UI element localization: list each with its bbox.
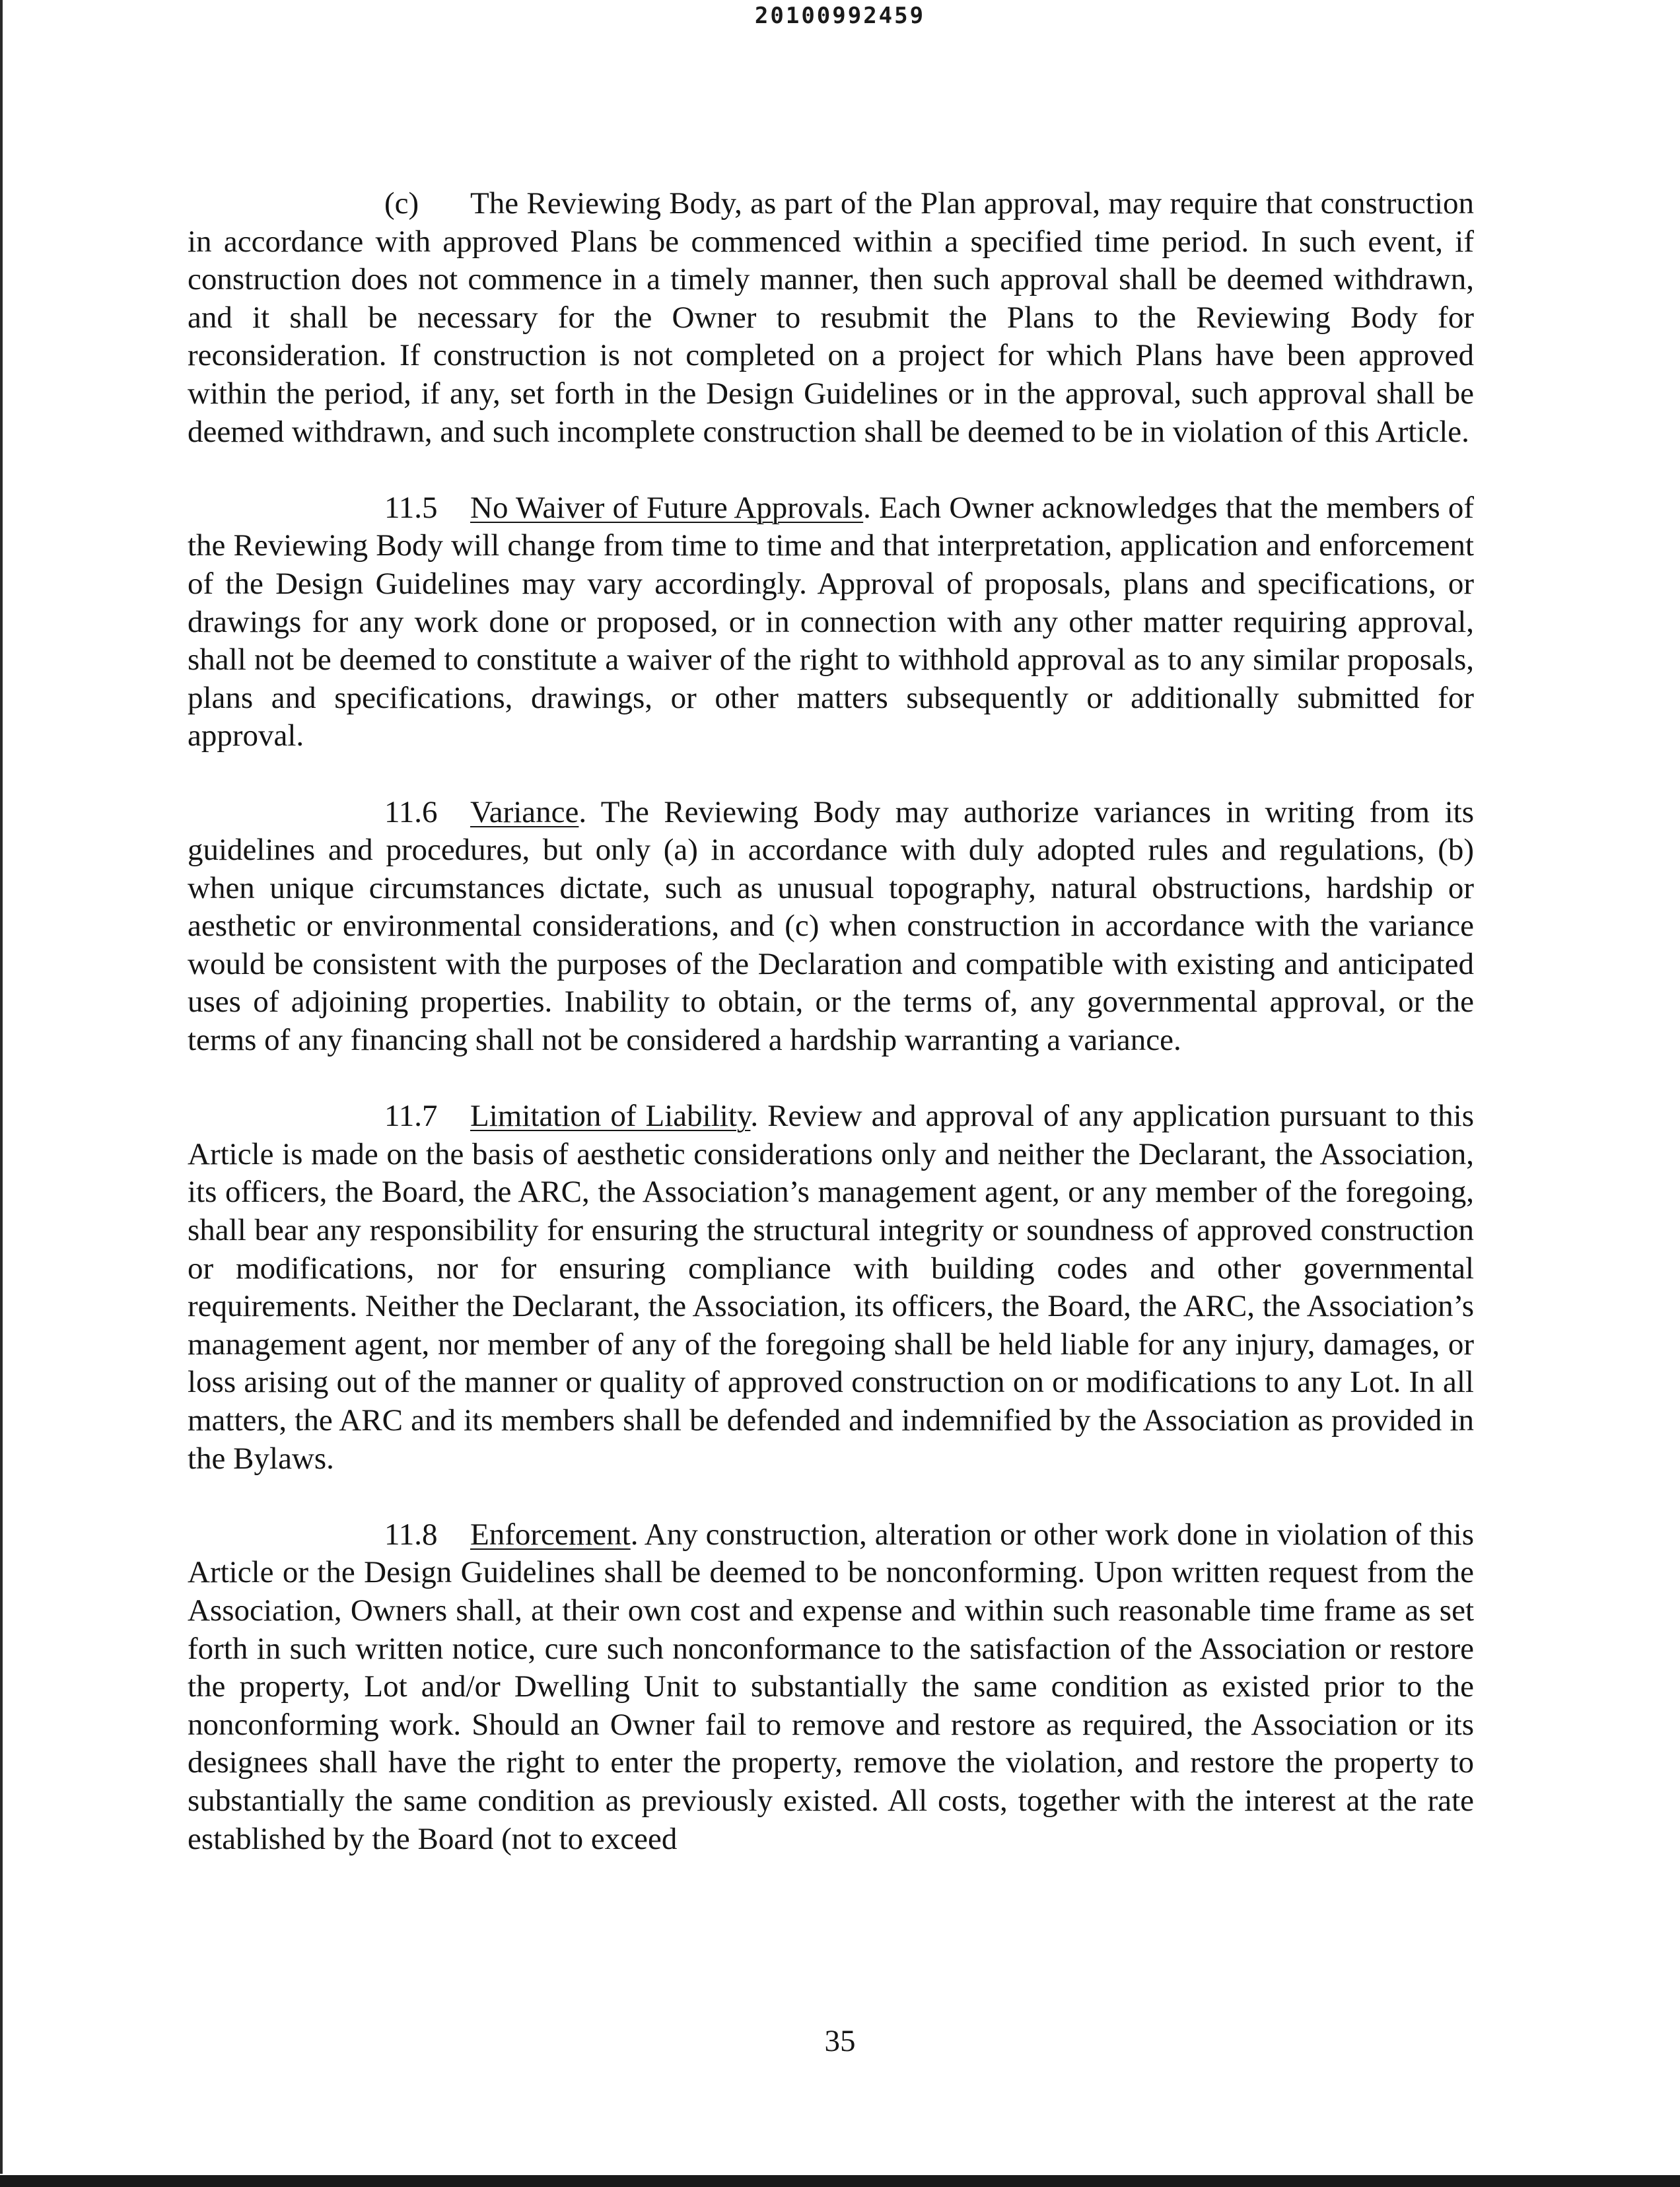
section-11-7-title: Limitation of Liability [470,1099,751,1134]
paragraph-c-text: The Reviewing Body, as part of the Plan approval, may require that construction in accordance with approved Plans be commenced within a specified time period. In such event, if construction does not commence in a timely manner, then such approval shall be deemed withdrawn, and it shall be necessary for the Owner to resubmit the Plans to the Reviewing Body for reconsideration. If construction is not completed on a project for which Plans have been approved within the period, if any, set forth in the Design Guidelines or in the approval, such approval shall be deemed withdrawn, and such incomplete construction shall be deemed to be in violation of this Article. [188,186,1474,449]
scan-edge-left [0,0,3,2174]
scan-edge-bottom [0,2175,1680,2187]
section-11-8-text: . Any construction, alteration or other work done in violation of this Article or the Design Guidelines shall be deemed to be nonconforming. Upon written request from the Association, Owners shall, at their own cost and expense and within such reasonable time frame as set forth in such written notice, cure such nonconformance to the satisfaction of the Association or restore the property, Lot and/or Dwelling Unit to substantially the same condition as existed prior to the nonconforming work. Should an Owner fail to remove and restore as required, the Association or its designees shall have the right to enter the property, remove the violation, and restore the property to substantially the same condition as previously existed. All costs, together with the interest at the rate established by the Board (not to exceed [188,1517,1474,1856]
section-11-7-number: 11.7 [384,1099,438,1134]
section-11-8 [188,1516,1474,1858]
document-number: 20100992459 [754,3,926,29]
section-11-7 [188,1097,1474,1478]
section-11-5-number: 11.5 [384,490,438,525]
page-number: 35 [824,2024,856,2058]
section-11-6-title: Variance [470,794,579,829]
section-11-7-text: . Review and approval of any application pursuant to this Article is made on the basis of aesthetic considerations only and neither the Declarant, the Association, its officers, the Board, the ARC, the Association’s management agent, or any member of the foregoing, shall bear any responsibility for ensuring the structural integrity or soundness of approved construction or modifications, nor for ensuring compliance with building codes and other governmental requirements. Neither the Declarant, the Association, its officers, the Board, the ARC, the Association’s management agent, nor member of any of the foregoing shall be held liable for any injury, damages, or loss arising out of the manner or quality of approved construction on or modifications to any Lot. In all matters, the ARC and its members shall be defended and indemnified by the Association as provided in the Bylaws. [188,1099,1474,1476]
document-body [188,185,1474,1896]
section-11-8-title: Enforcement [470,1517,631,1552]
paragraph-c [188,185,1474,451]
section-11-5-text: . Each Owner acknowledges that the members of the Reviewing Body will change from time to time and that interpretation, application and enforcement of the Design Guidelines may vary accordingly. Approval of proposals, plans and specifications, or drawings for any work done or proposed, or in connection with any other matter requiring approval, shall not be deemed to constitute a waiver of the right to withhold approval as to any similar proposals, plans and specifications, drawings, or other matters subsequently or additionally submitted for approval. [188,490,1475,753]
section-11-5-title: No Waiver of Future Approvals [470,490,864,525]
section-11-6-number: 11.6 [384,794,438,829]
section-11-8-number: 11.8 [384,1517,438,1552]
section-11-6-text: . The Reviewing Body may authorize variances in writing from its guidelines and procedures, but only (a) in accordance with duly adopted rules and regulations, (b) when unique circumstances dictate, such as unusual topography, natural obstructions, hardship or aesthetic or environmental considerations, and (c) when construction in accordance with the variance would be consistent with the purposes of the Declaration and compatible with existing and anticipated uses of adjoining properties. Inability to obtain, or the terms of, any governmental approval, or the terms of any financing shall not be considered a hardship warranting a variance. [188,794,1474,1058]
paragraph-c-label: (c) [384,186,419,221]
section-11-6 [188,794,1474,1060]
section-11-5 [188,489,1474,755]
